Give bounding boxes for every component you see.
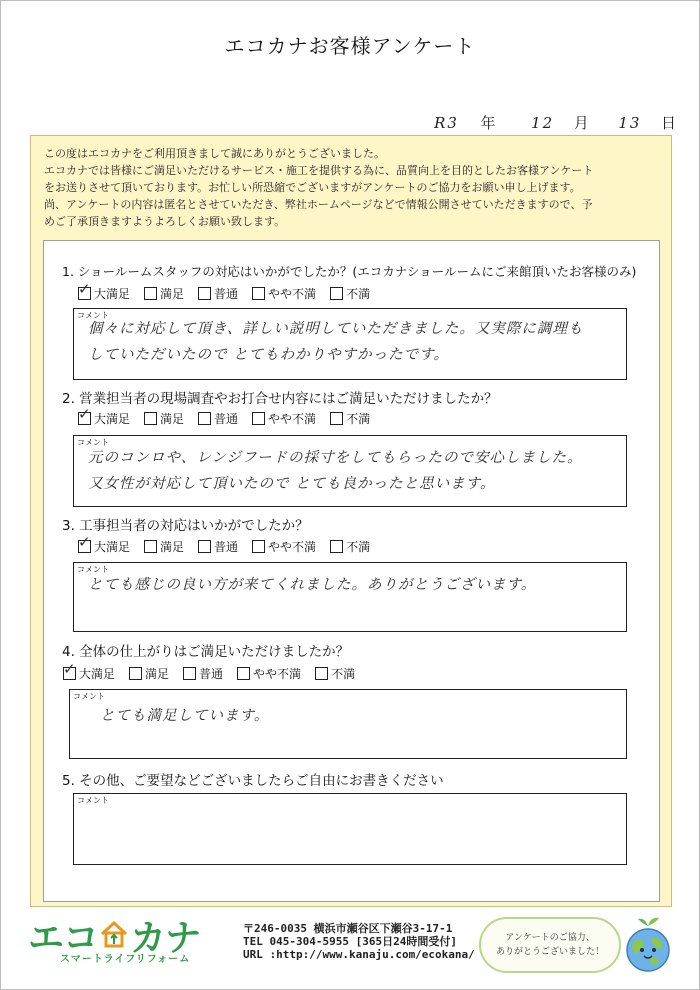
option-fuman[interactable] — [330, 538, 370, 555]
handwritten-answer: 又女性が対応して頂いたので とても良かったと思います。 — [88, 476, 496, 492]
company-address — [243, 922, 475, 961]
logo-subtitle: スマートライフリフォーム — [60, 954, 191, 965]
checkbox[interactable] — [252, 540, 265, 553]
option-label: やや不満 — [268, 412, 317, 426]
comment-box-q3[interactable] — [73, 562, 627, 632]
option-fuman[interactable] — [315, 665, 355, 682]
handwritten-answer: 元のコンロや、レンジフードの採寸をしてもらったので安心しました。 — [88, 450, 583, 466]
option-yaya-fuman[interactable] — [237, 665, 301, 682]
date-day: 13 — [618, 114, 642, 132]
option-fuman[interactable] — [330, 410, 370, 427]
intro-line: 尚、アンケートの内容は匿名とさせていただき、弊社ホームページなどで情報公開させていただきますので、予 — [44, 198, 593, 211]
option-manzoku[interactable] — [144, 410, 184, 427]
option-label: 満足 — [160, 540, 185, 554]
checkbox[interactable] — [183, 667, 196, 680]
option-label: やや不満 — [253, 667, 302, 681]
phone-line: TEL 045-304-5955 [365日24時間受付] — [243, 935, 457, 948]
option-label: 不満 — [346, 287, 371, 301]
check-mark-icon: ✓ — [78, 405, 91, 423]
intro-line: をお送りさせて頂いております。お忙しい所恐縮でございますがアンケートのご協力をお願い申し上げます。 — [44, 181, 581, 194]
option-dai-manzoku[interactable] — [78, 280, 131, 302]
options-q3 — [78, 533, 371, 555]
date-month: 12 — [531, 114, 555, 132]
options-q4 — [63, 660, 356, 682]
comment-label: コメント — [77, 565, 109, 574]
options-q1 — [78, 280, 371, 302]
option-dai-manzoku[interactable] — [78, 533, 131, 555]
option-label: 満足 — [160, 287, 185, 301]
checkbox[interactable] — [144, 540, 157, 553]
question-2: 2. 営業担当者の現場調査やお打合せ内容にはご満足いただけましたか？ — [62, 391, 498, 407]
thanks-bubble — [479, 917, 621, 973]
option-label: 大満足 — [94, 412, 131, 426]
date-day-label: 日 — [660, 114, 678, 132]
checkbox[interactable] — [330, 412, 343, 425]
comment-box-q1[interactable] — [73, 308, 627, 380]
checkbox[interactable] — [144, 412, 157, 425]
house-icon — [100, 920, 128, 948]
address-line: 〒246-0035 横浜市瀬谷区下瀬谷3-17-1 — [243, 922, 453, 935]
survey-date — [434, 112, 678, 133]
intro-line: めご了承頂きますようよろしくお願い致します。 — [44, 215, 286, 228]
checkbox[interactable] — [78, 405, 91, 425]
option-label: 大満足 — [94, 287, 131, 301]
intro-text — [44, 145, 664, 230]
option-label: 満足 — [145, 667, 170, 681]
logo-text-right: カナ — [130, 918, 201, 959]
question-1: 1. ショールームスタッフの対応はいかがでしたか？(エコカナショールームにご来館頂いたお客様のみ) — [62, 264, 637, 279]
checkbox[interactable] — [198, 287, 211, 300]
comment-label: コメント — [77, 311, 109, 320]
comment-label: コメント — [77, 438, 109, 447]
date-year-label: 年 — [480, 114, 498, 132]
earth-mascot-icon — [620, 914, 676, 976]
option-label: 不満 — [346, 540, 371, 554]
option-futsu[interactable] — [198, 410, 238, 427]
intro-line: この度はエコカナをご利用頂きまして誠にありがとうございました。 — [44, 147, 385, 160]
bubble-line: ありがとうございました！ — [495, 947, 604, 957]
checkbox[interactable] — [252, 412, 265, 425]
comment-label: コメント — [77, 796, 109, 805]
option-dai-manzoku[interactable] — [63, 660, 116, 682]
checkbox[interactable] — [78, 533, 91, 553]
handwritten-answer: とても感じの良い方が来てくれました。ありがとうございます。 — [88, 577, 537, 593]
option-label: 不満 — [346, 412, 371, 426]
checkbox[interactable] — [315, 667, 328, 680]
option-futsu[interactable] — [198, 538, 238, 555]
intro-line: エコカナでは皆様にご満足いただけるサービス・施工を提供する為に、品質向上を目的としたお客様アンケート — [44, 164, 594, 177]
checkbox[interactable] — [252, 287, 265, 300]
comment-box-q4[interactable] — [69, 689, 627, 759]
option-manzoku[interactable] — [129, 665, 169, 682]
option-manzoku[interactable] — [144, 538, 184, 555]
option-fuman[interactable] — [330, 285, 370, 302]
handwritten-answer: 個々に対応して頂き、詳しい説明していただきました。又実際に調理も — [88, 321, 584, 337]
bubble-line: アンケートのご協力、 — [505, 933, 595, 943]
option-manzoku[interactable] — [144, 285, 184, 302]
option-yaya-fuman[interactable] — [252, 410, 316, 427]
checkbox[interactable] — [63, 660, 76, 680]
option-futsu[interactable] — [183, 665, 223, 682]
checkbox[interactable] — [144, 287, 157, 300]
option-label: 普通 — [214, 412, 239, 426]
options-q2 — [78, 405, 371, 427]
option-label: 普通 — [214, 287, 239, 301]
handwritten-answer: していただいたので とてもわかりやすかったです。 — [88, 347, 449, 363]
option-label: やや不満 — [268, 287, 317, 301]
date-month-label: 月 — [573, 114, 591, 132]
option-dai-manzoku[interactable] — [78, 405, 131, 427]
option-label: 満足 — [160, 412, 185, 426]
option-futsu[interactable] — [198, 285, 238, 302]
check-mark-icon: ✓ — [63, 660, 76, 678]
bubble-text — [481, 931, 619, 959]
option-label: 普通 — [199, 667, 224, 681]
checkbox[interactable] — [78, 280, 91, 300]
comment-label: コメント — [73, 692, 105, 701]
checkbox[interactable] — [330, 287, 343, 300]
logo-text-left: エコ — [28, 918, 99, 959]
handwritten-answer: とても満足しています。 — [100, 708, 270, 724]
option-label: 大満足 — [94, 540, 131, 554]
question-3: 3. 工事担当者の対応はいかがでしたか？ — [62, 518, 309, 534]
checkbox[interactable] — [237, 667, 250, 680]
comment-box-q2[interactable] — [73, 435, 627, 507]
question-4: 4. 全体の仕上がりはご満足いただけましたか？ — [62, 644, 350, 660]
option-yaya-fuman[interactable] — [252, 538, 316, 555]
check-mark-icon: ✓ — [78, 280, 91, 298]
check-mark-icon: ✓ — [78, 533, 91, 551]
checkbox[interactable] — [198, 412, 211, 425]
option-label: やや不満 — [268, 540, 317, 554]
option-label: 大満足 — [79, 667, 116, 681]
checkbox[interactable] — [198, 540, 211, 553]
checkbox[interactable] — [129, 667, 142, 680]
comment-box-q5[interactable] — [73, 793, 627, 865]
option-label: 不満 — [331, 667, 356, 681]
option-label: 普通 — [214, 540, 239, 554]
page-title: エコカナお客様アンケート — [224, 34, 476, 58]
question-5: 5. その他、ご要望などございましたらご自由にお書きください — [62, 773, 444, 789]
checkbox[interactable] — [330, 540, 343, 553]
url-line[interactable]: URL :http://www.kanaju.com/ecokana/ — [243, 948, 475, 961]
option-yaya-fuman[interactable] — [252, 285, 316, 302]
footer — [0, 910, 700, 990]
date-era: R3 — [434, 114, 459, 132]
